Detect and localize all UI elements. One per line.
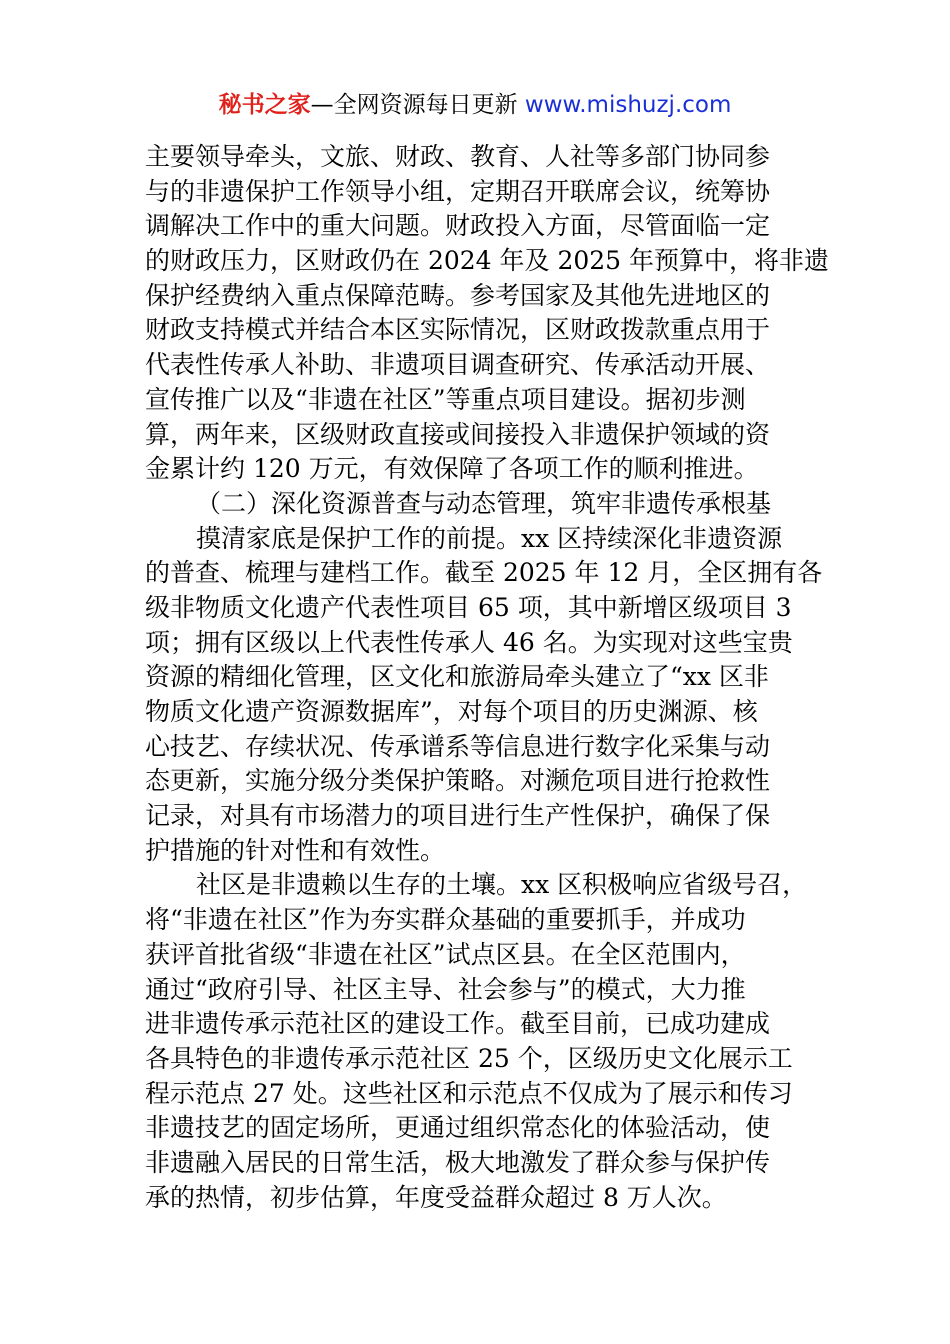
- text-line: 记录，对具有市场潜力的项目进行生产性保护，确保了保: [145, 801, 771, 831]
- text-line: 项；拥有区级以上代表性传承人 46 名。为实现对这些宝贵: [145, 627, 793, 657]
- text-line: 的普查、梳理与建档工作。截至 2025 年 12 月，全区拥有各: [145, 558, 823, 588]
- text-line: 摸清家底是保护工作的前提。xx 区持续深化非遗资源: [196, 523, 783, 553]
- text-line: 主要领导牵头，文旅、财政、教育、人社等多部门协同参: [145, 142, 771, 171]
- page-header: [0, 90, 950, 120]
- brand-name: 秘书之家: [218, 92, 311, 118]
- text-line: 进非遗传承示范社区的建设工作。截至目前，已成功建成: [145, 1009, 771, 1039]
- header-tagline: —全网资源每日更新: [310, 92, 518, 118]
- website-link[interactable]: www.mishuzj.com: [524, 92, 732, 118]
- text-line: 非遗技艺的固定场所，更通过组织常态化的体验活动，使: [145, 1113, 771, 1143]
- text-line: 宣传推广以及“非遗在社区”等重点项目建设。据初步测: [145, 384, 746, 414]
- text-line: 社区是非遗赖以生存的土壤。xx 区积极响应省级号召，: [196, 870, 808, 900]
- text-line: 保护经费纳入重点保障范畴。参考国家及其他先进地区的: [145, 280, 771, 310]
- text-line: 资源的精细化管理，区文化和旅游局牵头建立了“xx 区非: [145, 662, 769, 692]
- text-line: 级非物质文化遗产代表性项目 65 项，其中新增区级项目 3: [145, 592, 792, 622]
- text-line: 的财政压力，区财政仍在 2024 年及 2025 年预算中，将非遗: [145, 246, 830, 276]
- text-line: 护措施的针对性和有效性。: [145, 835, 446, 865]
- text-line: 获评首批省级“非遗在社区”试点区县。在全区范围内，: [145, 939, 746, 969]
- text-line: 物质文化遗产资源数据库”，对每个项目的历史渊源、核: [145, 697, 758, 726]
- text-line: 调解决工作中的重大问题。财政投入方面，尽管面临一定: [145, 211, 771, 241]
- text-line: 态更新，实施分级分类保护策略。对濒危项目进行抢救性: [145, 766, 771, 796]
- text-line: 承的热情，初步估算，年度受益群众超过 8 万人次。: [145, 1182, 727, 1212]
- text-line: 与的非遗保护工作领导小组，定期召开联席会议，统筹协: [145, 176, 771, 206]
- text-line: 算，两年来，区级财政直接或间接投入非遗保护领域的资: [145, 419, 771, 449]
- text-line: 各具特色的非遗传承示范社区 25 个，区级历史文化展示工: [145, 1043, 793, 1073]
- text-line: （二）深化资源普查与动态管理，筑牢非遗传承根基: [196, 488, 772, 518]
- document-body: [145, 140, 830, 1215]
- text-line: 金累计约 120 万元，有效保障了各项工作的顺利推进。: [145, 454, 759, 484]
- text-line: 通过“政府引导、社区主导、社会参与”的模式，大力推: [145, 974, 746, 1004]
- text-line: 财政支持模式并结合本区实际情况，区财政拨款重点用于: [145, 315, 771, 345]
- text-line: 将“非遗在社区”作为夯实群众基础的重要抓手，并成功: [145, 905, 746, 935]
- text-line: 代表性传承人补助、非遗项目调查研究、传承活动开展、: [145, 350, 771, 380]
- text-line: 程示范点 27 处。这些社区和示范点不仅成为了展示和传习: [145, 1078, 793, 1108]
- text-line: 心技艺、存续状况、传承谱系等信息进行数字化采集与动: [145, 731, 771, 761]
- text-line: 非遗融入居民的日常生活，极大地激发了群众参与保护传: [145, 1147, 771, 1177]
